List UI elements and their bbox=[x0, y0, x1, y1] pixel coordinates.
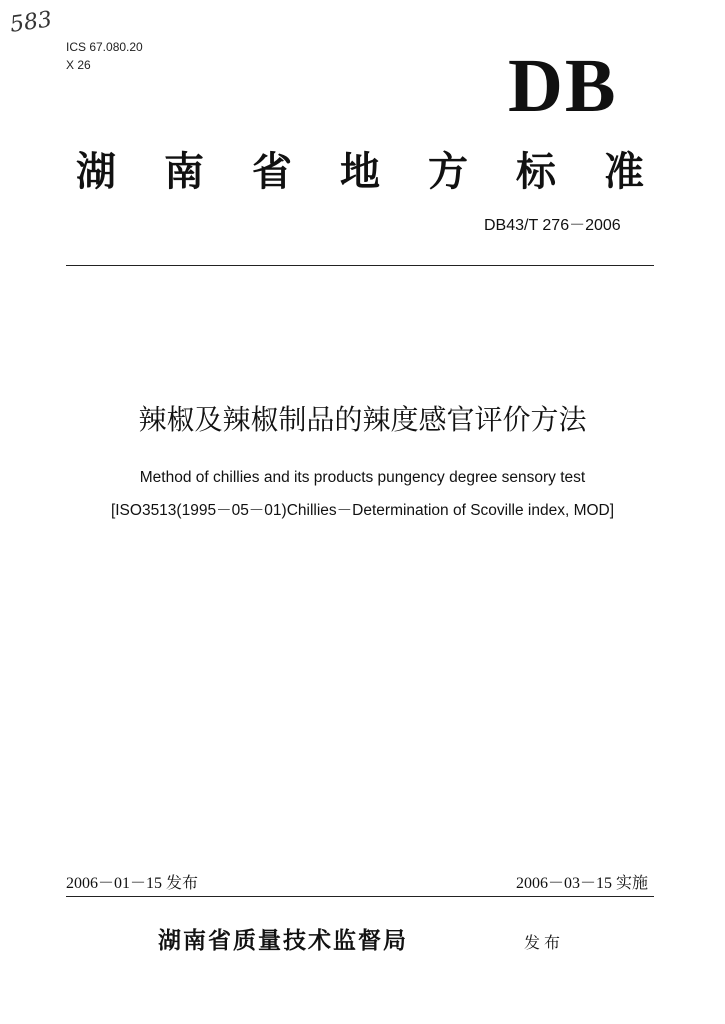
footer-divider bbox=[66, 896, 654, 897]
standard-type-heading: 湖南省地方标准 bbox=[76, 149, 692, 195]
ics-code: ICS 67.080.20 bbox=[66, 40, 143, 54]
handwritten-page-note: 583 bbox=[8, 7, 54, 38]
implementation-date: 2006－03－15 实施 bbox=[516, 875, 649, 892]
issuing-authority: 湖南省质量技术监督局 bbox=[158, 928, 408, 954]
issuer-action-label: 发布 bbox=[524, 933, 565, 952]
document-title-english: Method of chillies and its products pungency degree sensory test bbox=[139, 469, 586, 486]
header-divider bbox=[66, 265, 654, 266]
standard-number: DB43/T 276－2006 bbox=[484, 217, 621, 234]
classification-code: X 26 bbox=[66, 58, 91, 72]
adoption-reference: [ISO3513(1995－05－01)Chillies－Determination of Scoville index, MOD] bbox=[110, 502, 615, 519]
document-title-chinese: 辣椒及辣椒制品的辣度感官评价方法 bbox=[138, 403, 587, 436]
db-mark: DB bbox=[508, 44, 618, 128]
issue-date: 2006－01－15 发布 bbox=[66, 875, 199, 892]
